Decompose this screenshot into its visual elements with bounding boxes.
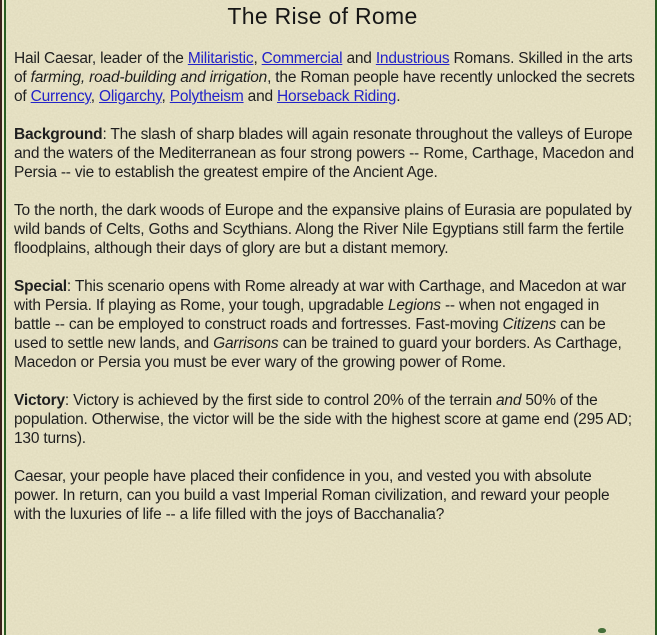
text-segment: farming, road-building and irrigation <box>30 69 268 86</box>
text-segment: Legions <box>387 297 441 314</box>
text-segment: , <box>253 50 262 67</box>
paragraph <box>8 201 637 258</box>
section-label: Victory <box>14 392 65 409</box>
scenario-text <box>8 49 637 524</box>
link-oligarchy[interactable]: Oligarchy <box>99 88 162 105</box>
text-segment: , <box>161 88 170 105</box>
link-horseback-riding[interactable]: Horseback Riding <box>277 88 397 105</box>
link-commercial[interactable]: Commercial <box>261 50 343 67</box>
link-polytheism[interactable]: Polytheism <box>169 88 244 105</box>
text-segment: . <box>396 88 401 105</box>
paragraph <box>8 467 637 524</box>
link-industrious[interactable]: Industrious <box>375 50 450 67</box>
text-segment: and <box>342 50 376 67</box>
text-segment: 50% of the population. Otherwise, the victor will be the side with the highest score at game end (295 AD; 130 turns). <box>14 392 632 447</box>
paragraph <box>8 277 637 372</box>
link-militaristic[interactable]: Militaristic <box>187 50 254 67</box>
text-segment: can be trained to guard your borders. As Carthage, Macedon or Persia you must be ever wary of the growing power of Rome. <box>14 335 622 371</box>
text-segment: : The slash of sharp blades will again resonate throughout the valleys of Europe and the waters of the Mediterranean as four strong powers -- Rome, Carthage, Macedon and Persia -- vie to establish the greatest empire of the Ancient Age. <box>14 126 634 181</box>
text-segment: : Victory is achieved by the first side to control 20% of the terrain <box>64 392 497 409</box>
text-segment: Citizens <box>502 316 557 333</box>
cursor-artifact <box>598 628 606 633</box>
paragraph <box>8 391 637 448</box>
text-segment: Hail Caesar, leader of the <box>14 50 188 67</box>
section-label: Special <box>14 278 67 295</box>
section-label: Background <box>14 126 103 143</box>
text-segment: To the north, the dark woods of Europe and the expansive plains of Eurasia are populated by wild bands of Celts, Goths and Scythians. Along the River Nile Egyptians still farm the fertile floodplains, although their days of glory are but a distant memory. <box>14 202 632 257</box>
text-segment: : This scenario opens with Rome already at war with Carthage, and Macedon at war with Persia. If playing as Rome, your tough, upgradable <box>14 278 627 314</box>
text-segment: and <box>243 88 278 105</box>
text-segment: Caesar, your people have placed their confidence in you, and vested you with absolute power. In return, can you build a vast Imperial Roman civilization, and reward your people with the luxuries of life -- a life filled with the joys of Bacchanalia? <box>14 468 610 523</box>
text-segment: can be used to settle new lands, and <box>14 316 606 352</box>
link-currency[interactable]: Currency <box>30 88 91 105</box>
text-segment: Garrisons <box>213 335 279 352</box>
paragraph <box>8 49 637 106</box>
text-segment: , <box>90 88 99 105</box>
page-title: The Rise of Rome <box>227 3 418 29</box>
paragraph <box>8 125 637 182</box>
text-segment: Romans. Skilled in the arts of <box>14 50 633 86</box>
window-border-left-green <box>4 0 6 635</box>
text-segment: -- when not engaged in battle -- can be employed to construct roads and fortresses. Fast-moving <box>14 297 600 333</box>
text-segment: and <box>496 392 522 409</box>
text-segment: , the Roman people have recently unlocked the secrets of <box>14 69 635 105</box>
